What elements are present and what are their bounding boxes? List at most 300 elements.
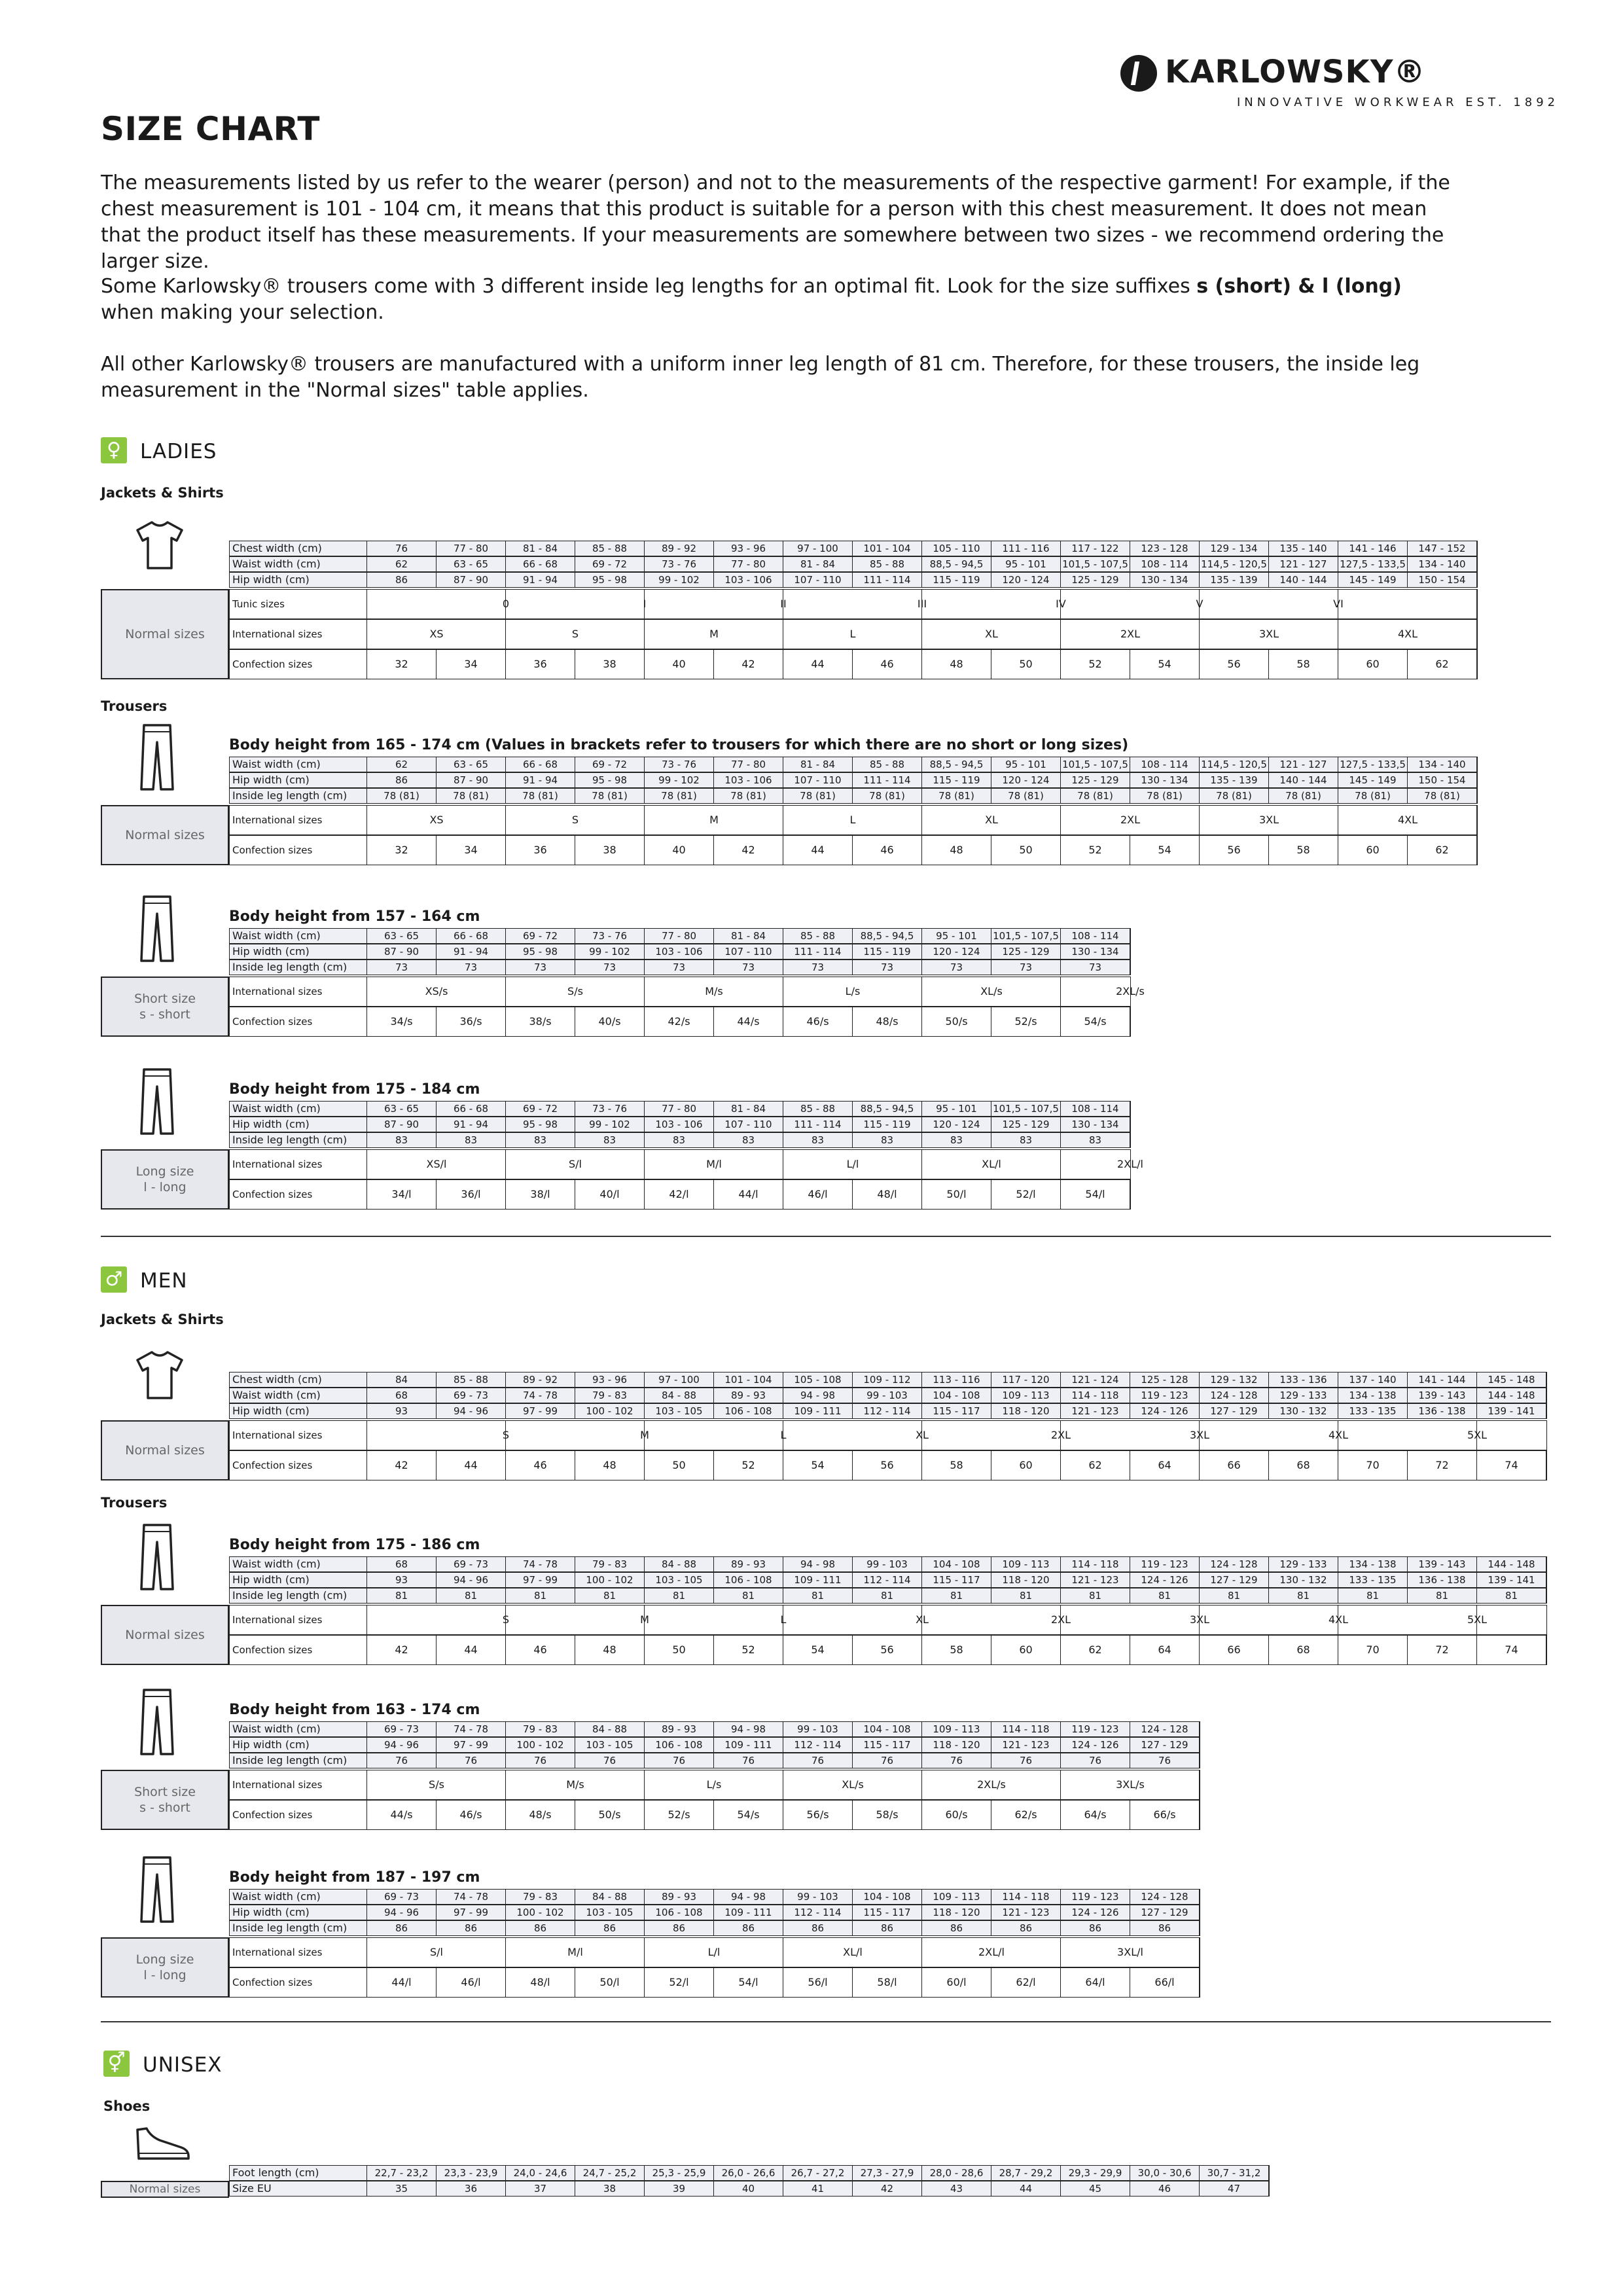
measurement-row xyxy=(229,772,1478,788)
section-title-ladies: LADIES xyxy=(140,440,217,463)
table-cell: 78 (81) xyxy=(575,789,645,803)
table-cell: 81 xyxy=(437,1588,506,1603)
table-cell: 89 - 92 xyxy=(506,1372,575,1387)
table-cell: 119 - 123 xyxy=(1061,1722,1130,1736)
table-cell: 48 xyxy=(575,1636,645,1664)
table-cell: 107 - 110 xyxy=(783,573,853,587)
table-cell: 84 - 88 xyxy=(645,1388,714,1403)
table-cell: 36/l xyxy=(437,1180,506,1209)
table-cell: 111 - 114 xyxy=(853,573,922,587)
brand-name: KARLOWSKY® xyxy=(1165,54,1426,90)
size-label: 2XL/s xyxy=(977,1778,1006,1791)
measurement-row xyxy=(229,1588,1547,1604)
table-cell: 129 - 134 xyxy=(1200,541,1269,556)
table-cell: 83 xyxy=(437,1133,506,1147)
table-cell: 89 - 93 xyxy=(714,1557,783,1571)
table-cell: 120 - 124 xyxy=(922,944,991,959)
table-cell: 76 xyxy=(991,1753,1061,1768)
size-label: XS/s xyxy=(425,985,448,997)
table-cell: 93 xyxy=(367,1573,437,1587)
size-label: XL xyxy=(916,1429,929,1441)
size-label: L xyxy=(849,814,856,826)
table-cell: 141 - 144 xyxy=(1408,1372,1477,1387)
size-label: M xyxy=(640,1613,649,1626)
row-label: Inside leg length (cm) xyxy=(230,1753,367,1768)
table-cell: 99 - 103 xyxy=(783,1890,853,1904)
table-cell: 97 - 99 xyxy=(437,1905,506,1920)
size-label: XL/s xyxy=(842,1778,864,1791)
table-cell: 127,5 - 133,5 xyxy=(1338,557,1408,571)
table-cell: 62/l xyxy=(991,1968,1061,1997)
size-label: XS xyxy=(429,814,444,826)
table-cell: 78 (81) xyxy=(1269,789,1338,803)
size-row xyxy=(229,1420,1547,1450)
table-cell: 74 xyxy=(1477,1451,1546,1480)
row-label: Hip width (cm) xyxy=(230,1117,367,1132)
table-cell: 121 - 123 xyxy=(991,1905,1061,1920)
table-cell: 99 - 103 xyxy=(783,1722,853,1736)
table-cell: 44/l xyxy=(714,1180,783,1209)
table-cell: 97 - 100 xyxy=(645,1372,714,1387)
table-cell: 64/l xyxy=(1061,1968,1130,1997)
table-cell: 140 - 144 xyxy=(1269,573,1338,587)
table-cell: 150 - 154 xyxy=(1408,573,1477,587)
table-cell: 50/l xyxy=(575,1968,645,1997)
page-title: SIZE CHART xyxy=(101,110,321,148)
size-label: S xyxy=(502,1613,510,1626)
table-cell xyxy=(367,1605,437,1634)
table-cell: 78 (81) xyxy=(922,789,991,803)
size-group-label: Short size s - short xyxy=(101,1770,229,1830)
table-cell: 54 xyxy=(783,1451,853,1480)
table-cell: 54 xyxy=(1130,650,1200,679)
table-cell: 83 xyxy=(853,1133,922,1147)
table-cell: 74 - 78 xyxy=(437,1890,506,1904)
table-cell: 77 - 80 xyxy=(645,929,714,943)
table-cell: 78 (81) xyxy=(714,789,783,803)
section-title-men: MEN xyxy=(140,1269,188,1293)
table-cell: 85 - 88 xyxy=(437,1372,506,1387)
table-cell: 84 xyxy=(367,1372,437,1387)
table-cell: 81 xyxy=(1338,1588,1408,1603)
table-cell: 58 xyxy=(1269,650,1338,679)
row-label: Inside leg length (cm) xyxy=(230,1133,367,1147)
table-cell: 69 - 73 xyxy=(367,1722,437,1736)
size-row xyxy=(229,1635,1547,1665)
table-cell: 81 - 84 xyxy=(783,757,853,772)
table-cell: 46/l xyxy=(783,1180,853,1209)
table-cell: 99 - 103 xyxy=(853,1557,922,1571)
table-cell: 85 - 88 xyxy=(575,541,645,556)
table-cell: 22,7 - 23,2 xyxy=(367,2166,437,2180)
size-label: 4XL xyxy=(1397,814,1418,826)
intro-paragraph-3: All other Karlowsky® trousers are manufactured with a uniform inner leg length of 81 cm. Therefore, for these trousers, the inside leg measurement in the "Normal sizes" table applies. xyxy=(101,353,1420,402)
table-cell: 107 - 110 xyxy=(783,773,853,787)
table-cell: 144 - 148 xyxy=(1477,1388,1546,1403)
table-cell: 63 - 65 xyxy=(437,757,506,772)
size-row xyxy=(229,835,1478,865)
table-cell: 111 - 114 xyxy=(853,773,922,787)
row-label: Chest width (cm) xyxy=(230,1372,367,1387)
table-cell: 83 xyxy=(783,1133,853,1147)
size-label: S/s xyxy=(567,985,583,997)
size-row xyxy=(229,977,1145,1007)
table-cell: 114 - 118 xyxy=(1061,1388,1130,1403)
table-cell: 66/l xyxy=(1130,1968,1200,1997)
table-cell: 95 - 101 xyxy=(991,757,1061,772)
table-cell: 81 xyxy=(367,1588,437,1603)
size-label: L/s xyxy=(706,1778,722,1791)
table-cell: 81 xyxy=(1061,1588,1130,1603)
table-cell: 88,5 - 94,5 xyxy=(853,1102,922,1116)
size-label: 3XL xyxy=(1258,628,1279,640)
table-cell: 58 xyxy=(922,1636,991,1664)
trousers-icon xyxy=(139,1522,175,1592)
table-cell: 95 - 98 xyxy=(575,773,645,787)
size-label: L/s xyxy=(845,985,861,997)
table-cell: 86 xyxy=(922,1921,991,1935)
size-group-label: Normal sizes xyxy=(101,1420,229,1480)
table-cell: 97 - 100 xyxy=(783,541,853,556)
table-cell: 66 - 68 xyxy=(506,557,575,571)
size-row xyxy=(229,1800,1200,1830)
table-cell: 73 - 76 xyxy=(645,757,714,772)
table-cell: 23,3 - 23,9 xyxy=(437,2166,506,2180)
table-cell: 40 xyxy=(645,650,714,679)
table-cell: 112 - 114 xyxy=(783,1905,853,1920)
size-label: VI xyxy=(1333,598,1344,610)
table-cell: 50 xyxy=(645,1451,714,1480)
intro-paragraph-2: Some Karlowsky® trousers come with 3 different inside leg lengths for an optimal fit. Look for the size suffixes s (short) & l (long) when making your selection. xyxy=(101,275,1402,324)
table-cell: 81 xyxy=(1269,1588,1338,1603)
table-cell: 46 xyxy=(853,650,922,679)
row-label: Hip width (cm) xyxy=(230,573,367,587)
table-cell: 72 xyxy=(1408,1636,1477,1664)
table-cell: 52 xyxy=(1061,836,1130,865)
table-cell: 121 - 123 xyxy=(991,1738,1061,1752)
table-cell: 81 xyxy=(853,1588,922,1603)
size-label: 4XL xyxy=(1397,628,1418,640)
table-cell: 76 xyxy=(506,1753,575,1768)
subsection-trousers-ladies: Trousers xyxy=(101,698,168,714)
size-label: 2XL/s xyxy=(1116,985,1145,997)
table-cell: 52 xyxy=(714,1451,783,1480)
table-cell: 42 xyxy=(714,650,783,679)
measurement-row xyxy=(229,1572,1547,1588)
table-cell: 124 - 128 xyxy=(1200,1388,1269,1403)
table-cell: 56/s xyxy=(783,1801,853,1829)
table-cell: 52/l xyxy=(645,1968,714,1997)
table-cell: 86 xyxy=(991,1921,1061,1935)
table-cell: 81 xyxy=(783,1588,853,1603)
measurement-row xyxy=(229,1737,1200,1753)
table-cell: 81 xyxy=(1130,1588,1200,1603)
table-cell: 54/l xyxy=(714,1968,783,1997)
row-label: Hip width (cm) xyxy=(230,1738,367,1752)
size-label: S xyxy=(571,814,579,826)
table-cell: 129 - 133 xyxy=(1269,1388,1338,1403)
size-label: 2XL xyxy=(1050,1429,1071,1441)
table-cell: 76 xyxy=(922,1753,991,1768)
table-cell: 26,7 - 27,2 xyxy=(783,2166,853,2180)
table-heading: Body height from 165 - 174 cm (Values in brackets refer to trousers for which there are no short or long sizes) xyxy=(229,737,1129,753)
table-cell: 36 xyxy=(506,650,575,679)
size-row xyxy=(229,589,1478,619)
subsection-jackets-men: Jackets & Shirts xyxy=(101,1312,224,1327)
measurement-row xyxy=(229,944,1131,960)
table-cell: 120 - 124 xyxy=(922,1117,991,1132)
trousers-icon xyxy=(139,1855,175,1924)
table-cell: 78 (81) xyxy=(991,789,1061,803)
table-cell: 93 xyxy=(367,1404,437,1418)
table-cell: 48/s xyxy=(506,1801,575,1829)
table-cell: 101,5 - 107,5 xyxy=(991,1102,1061,1116)
table-cell: 83 xyxy=(645,1133,714,1147)
table-cell: 47 xyxy=(1200,2181,1269,2196)
table-cell: 86 xyxy=(645,1921,714,1935)
table-cell: 46 xyxy=(506,1451,575,1480)
table-cell: 89 - 93 xyxy=(645,1890,714,1904)
table-cell: 150 - 154 xyxy=(1408,773,1477,787)
size-group-label: Normal sizes xyxy=(101,805,229,865)
table-cell: 78 (81) xyxy=(853,789,922,803)
table-cell: 54/s xyxy=(1061,1007,1130,1036)
table-cell: 120 - 124 xyxy=(991,773,1061,787)
measurement-row xyxy=(229,1132,1131,1148)
table-cell: 78 (81) xyxy=(1408,789,1477,803)
measurement-row xyxy=(229,1920,1200,1936)
size-row xyxy=(229,1967,1200,1998)
table-cell: 145 - 149 xyxy=(1338,573,1408,587)
table-cell xyxy=(1408,590,1477,619)
table-cell: 64 xyxy=(1130,1451,1200,1480)
table-cell: 64 xyxy=(1130,1636,1200,1664)
table-cell: 125 - 129 xyxy=(991,944,1061,959)
table-cell: 77 - 80 xyxy=(645,1102,714,1116)
table-cell: 121 - 123 xyxy=(1061,1404,1130,1418)
brand-logo xyxy=(1120,55,1565,114)
size-label: XL/s xyxy=(980,985,1003,997)
table-cell: 56/l xyxy=(783,1968,853,1997)
size-row xyxy=(229,1605,1547,1635)
table-cell: 84 - 88 xyxy=(575,1722,645,1736)
table-cell: 73 xyxy=(367,960,437,975)
table-cell: 46 xyxy=(853,836,922,865)
size-label: M xyxy=(640,1429,649,1441)
size-label: 3XL xyxy=(1258,814,1279,826)
measurement-row xyxy=(229,2165,1270,2181)
table-cell: 94 - 96 xyxy=(437,1404,506,1418)
row-label: Waist width (cm) xyxy=(230,1388,367,1403)
table-cell: 108 - 114 xyxy=(1061,929,1130,943)
row-label: Size EU xyxy=(230,2181,367,2196)
table-cell: 85 - 88 xyxy=(783,1102,853,1116)
table-cell: 83 xyxy=(991,1133,1061,1147)
table-cell: 44 xyxy=(783,836,853,865)
size-group-label: Normal sizes xyxy=(101,2181,229,2198)
table-cell: 81 xyxy=(1200,1588,1269,1603)
measurement-row xyxy=(229,541,1478,556)
table-cell: 129 - 132 xyxy=(1200,1372,1269,1387)
row-label: International sizes xyxy=(230,977,367,1006)
table-cell: 86 xyxy=(575,1921,645,1935)
table-cell: 78 (81) xyxy=(1061,789,1130,803)
table-cell: 44/s xyxy=(714,1007,783,1036)
table-cell: 101 - 104 xyxy=(714,1372,783,1387)
table-cell: 81 xyxy=(506,1588,575,1603)
table-cell: 42 xyxy=(714,836,783,865)
table-cell: 103 - 105 xyxy=(645,1573,714,1587)
table-cell: 74 xyxy=(1477,1636,1546,1664)
table-cell: 73 xyxy=(991,960,1061,975)
table-cell: 109 - 112 xyxy=(853,1372,922,1387)
measurement-row xyxy=(229,556,1478,572)
table-cell: 73 xyxy=(506,960,575,975)
table-cell: 42 xyxy=(853,2181,922,2196)
intro-paragraph-1: The measurements listed by us refer to the wearer (person) and not to the measurements of the respective garment! For example, if the chest measurement is 101 - 104 cm, it means that this product is suitable for a person with this chest measurement. It does not mean that the product itself has these measurements. If your measurements are somewhere between two sizes - we recommend ordering the larger size. xyxy=(101,171,1450,273)
table-cell: 111 - 114 xyxy=(783,1117,853,1132)
table-cell: 112 - 114 xyxy=(783,1738,853,1752)
table-cell: 73 xyxy=(437,960,506,975)
table-cell: 66 xyxy=(1200,1451,1269,1480)
table-cell: 70 xyxy=(1338,1636,1408,1664)
size-label: II xyxy=(780,598,787,610)
table-cell: 121 - 127 xyxy=(1269,557,1338,571)
table-cell: 113 - 116 xyxy=(922,1372,991,1387)
row-label: Confection sizes xyxy=(230,1636,367,1664)
table-cell: 139 - 141 xyxy=(1477,1404,1546,1418)
table-cell: 50 xyxy=(991,836,1061,865)
table-cell: 130 - 134 xyxy=(1061,1117,1130,1132)
table-cell: 56 xyxy=(1200,650,1269,679)
table-cell xyxy=(367,1421,437,1450)
row-label: Confection sizes xyxy=(230,1968,367,1997)
table-cell: 83 xyxy=(506,1133,575,1147)
row-label: Inside leg length (cm) xyxy=(230,1921,367,1935)
table-cell: 127 - 129 xyxy=(1200,1573,1269,1587)
table-cell: 68 xyxy=(367,1557,437,1571)
size-label: L xyxy=(780,1429,787,1441)
table-cell: 40/s xyxy=(575,1007,645,1036)
table-cell: 94 - 96 xyxy=(367,1905,437,1920)
table-cell: 81 xyxy=(575,1588,645,1603)
size-group-label: Normal sizes xyxy=(101,589,229,679)
table-cell: 104 - 108 xyxy=(922,1557,991,1571)
table-cell: 69 - 72 xyxy=(575,557,645,571)
measurement-row xyxy=(229,960,1131,975)
table-cell: 121 - 124 xyxy=(1061,1372,1130,1387)
table-cell: 81 - 84 xyxy=(714,929,783,943)
table-cell: 109 - 113 xyxy=(991,1557,1061,1571)
subsection-shoes: Shoes xyxy=(103,2098,151,2114)
table-cell: 66 - 68 xyxy=(437,929,506,943)
table-cell: 38 xyxy=(575,650,645,679)
table-cell: 81 - 84 xyxy=(506,541,575,556)
table-cell: 45 xyxy=(1061,2181,1130,2196)
table-cell: 107 - 110 xyxy=(714,1117,783,1132)
size-row xyxy=(229,1179,1131,1210)
table-cell: 62 xyxy=(367,557,437,571)
table-cell: 58 xyxy=(922,1451,991,1480)
size-label: S/l xyxy=(569,1158,582,1170)
table-cell: 83 xyxy=(367,1133,437,1147)
measurement-row xyxy=(229,572,1478,588)
table-cell: 60 xyxy=(1338,650,1408,679)
table-cell: 78 (81) xyxy=(506,789,575,803)
table-cell: 84 - 88 xyxy=(645,1557,714,1571)
table-cell: 130 - 134 xyxy=(1061,944,1130,959)
table-cell: 48/s xyxy=(853,1007,922,1036)
table-cell: 93 - 96 xyxy=(714,541,783,556)
size-label: 0 xyxy=(502,598,510,610)
table-cell: 112 - 114 xyxy=(853,1573,922,1587)
table-cell: 39 xyxy=(645,2181,714,2196)
table-cell: 34/s xyxy=(367,1007,437,1036)
table-cell: 86 xyxy=(783,1921,853,1935)
table-cell: 38/l xyxy=(506,1180,575,1209)
table-cell: 44/s xyxy=(367,1801,437,1829)
table-cell: 111 - 116 xyxy=(991,541,1061,556)
size-row xyxy=(229,619,1478,649)
table-cell: 101,5 - 107,5 xyxy=(1061,557,1130,571)
table-cell: 88,5 - 94,5 xyxy=(922,757,991,772)
size-label: M/l xyxy=(706,1158,722,1170)
table-cell: 115 - 117 xyxy=(922,1573,991,1587)
table-cell: 36/s xyxy=(437,1007,506,1036)
table-cell: 104 - 108 xyxy=(853,1890,922,1904)
table-cell: 69 - 73 xyxy=(437,1557,506,1571)
table-cell: 40 xyxy=(645,836,714,865)
table-cell: 73 xyxy=(714,960,783,975)
table-cell: 68 xyxy=(1269,1451,1338,1480)
karlowsky-k-icon xyxy=(1120,55,1157,92)
table-cell: 124 - 126 xyxy=(1130,1573,1200,1587)
table-cell: 134 - 140 xyxy=(1408,557,1477,571)
divider xyxy=(101,1236,1551,1237)
table-cell: 81 xyxy=(922,1588,991,1603)
table-cell: 66/s xyxy=(1130,1801,1200,1829)
table-cell: 115 - 119 xyxy=(922,573,991,587)
table-cell: 117 - 122 xyxy=(1061,541,1130,556)
size-label: 2XL/l xyxy=(978,1946,1005,1958)
table-cell: 100 - 102 xyxy=(506,1738,575,1752)
table-cell: 69 - 72 xyxy=(506,1102,575,1116)
table-cell: 50 xyxy=(991,650,1061,679)
table-cell: 74 - 78 xyxy=(506,1388,575,1403)
table-cell: 66 xyxy=(1200,1636,1269,1664)
size-label: S/s xyxy=(429,1778,444,1791)
table-cell: 100 - 102 xyxy=(575,1573,645,1587)
table-cell: 36 xyxy=(506,836,575,865)
row-label: Hip width (cm) xyxy=(230,1404,367,1418)
size-label: 2XL xyxy=(1050,1613,1071,1626)
table-cell: 44 xyxy=(437,1636,506,1664)
table-cell: 115 - 119 xyxy=(922,773,991,787)
table-cell: 89 - 93 xyxy=(645,1722,714,1736)
table-cell: 124 - 126 xyxy=(1061,1738,1130,1752)
table-cell: 30,7 - 31,2 xyxy=(1200,2166,1269,2180)
table-cell: 81 xyxy=(645,1588,714,1603)
table-cell: 99 - 102 xyxy=(575,944,645,959)
table-cell: 54 xyxy=(1130,836,1200,865)
table-cell: 69 - 73 xyxy=(437,1388,506,1403)
table-cell: 24,0 - 24,6 xyxy=(506,2166,575,2180)
table-cell: 77 - 80 xyxy=(437,541,506,556)
table-cell: 117 - 120 xyxy=(991,1372,1061,1387)
table-cell: 63 - 65 xyxy=(437,557,506,571)
shoe-icon xyxy=(134,2123,192,2162)
table-cell: 73 xyxy=(645,960,714,975)
